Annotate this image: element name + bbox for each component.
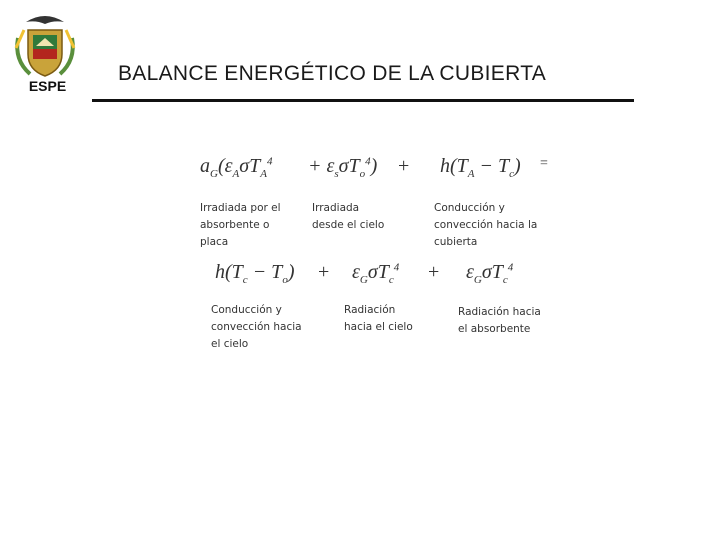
label-conduccion-cielo: Conducción y convección hacia el cielo xyxy=(211,304,302,350)
eq-row1-term1: $a_G(\varepsilon_A\sigma T_A^4$ xyxy=(200,155,273,180)
eq-row2-plus1: + xyxy=(318,261,330,283)
eq-row2-term3: $\varepsilon_G\sigma T_c^4$ xyxy=(466,261,514,286)
eq-row1-term2: + $\varepsilon_s\sigma T_o^4$) xyxy=(308,155,378,180)
eq-equals: = xyxy=(540,156,548,171)
label-radiacion-absorbente: Radiación hacia el absorbente xyxy=(458,306,541,335)
eq-row1-plus: + xyxy=(398,155,410,177)
label-conduccion-cubierta: Conducción y convección hacia la cubierta xyxy=(434,202,538,248)
eq-row2-term2: $\varepsilon_G\sigma T_c^4$ xyxy=(352,261,400,286)
eq-row1-term3: $h(T_A - T_c)$ xyxy=(440,155,521,180)
espe-logo xyxy=(6,8,84,88)
label-irradiada-placa: Irradiada por el absorbente o placa xyxy=(200,202,281,248)
label-irradiada-cielo: Irradiada desde el cielo xyxy=(312,202,385,231)
brand-name: ESPE xyxy=(28,78,67,94)
title-underline xyxy=(92,99,634,102)
eq-row2-plus2: + xyxy=(428,261,440,283)
eq-row2-term1: $h(T_c - T_o)$ xyxy=(215,261,295,286)
label-radiacion-cielo: Radiación hacia el cielo xyxy=(344,304,413,333)
slide-title: BALANCE ENERGÉTICO DE LA CUBIERTA xyxy=(118,62,547,85)
